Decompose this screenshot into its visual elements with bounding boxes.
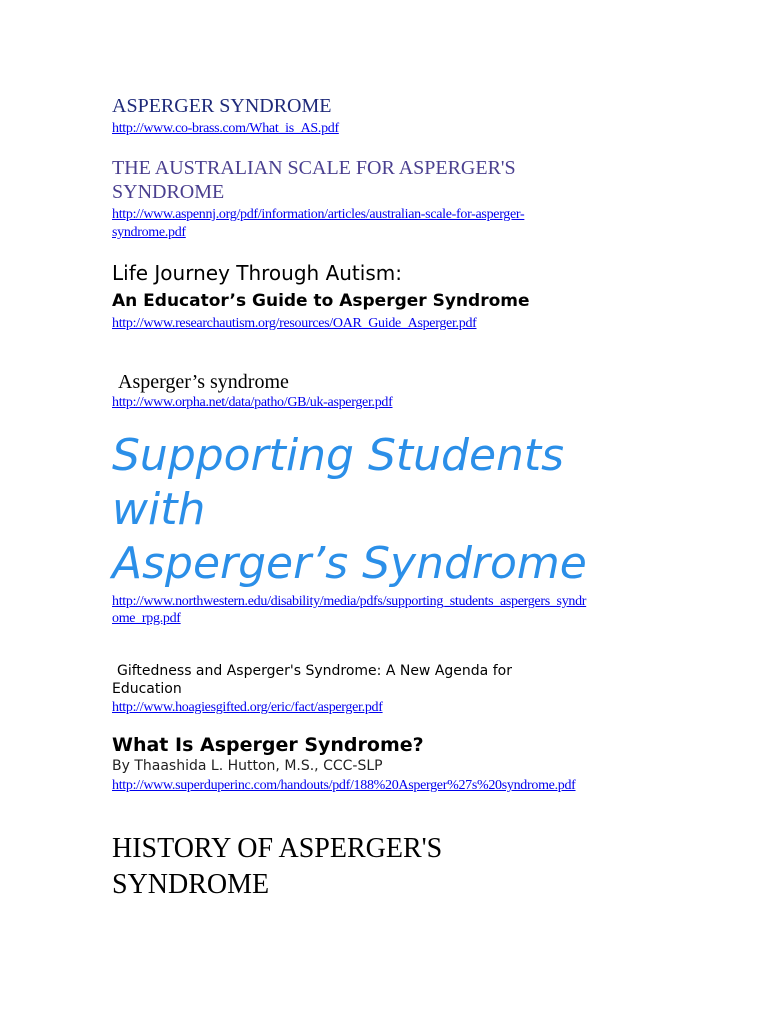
entry-link-researchautism[interactable]: http://www.researchautism.org/resources/OAR_Guide_Asperger.pdf [112,316,477,331]
entry-link-aspennj-line2[interactable]: syndrome.pdf [112,225,186,240]
entry-title-life-journey: Life Journey Through Autism: [112,261,402,285]
entry-link-northwestern-line2[interactable]: ome_rpg.pdf [112,611,181,626]
entry-title-giftedness-line2: Education [112,681,182,697]
entry-link-superduperinc[interactable]: http://www.superduperinc.com/handouts/pdf/188%20Asperger%27s%20syndrome.pdf [112,778,576,793]
entry-title-supporting-students-line3: Asperger’s Syndrome [112,538,587,589]
entry-title-australian-scale-line1: THE AUSTRALIAN SCALE FOR ASPERGER'S [112,157,516,179]
entry-title-supporting-students-line1: Supporting Students [112,430,565,481]
entry-link-aspennj-line1[interactable]: http://www.aspennj.org/pdf/information/articles/australian-scale-for-asperger- [112,207,525,222]
entry-subtitle-educators-guide: An Educator’s Guide to Asperger Syndrome [112,291,530,311]
entry-title-australian-scale-line2: SYNDROME [112,181,225,203]
entry-byline-author: By Thaashida L. Hutton, M.S., CCC-SLP [112,758,383,774]
entry-title-what-is-asperger: What Is Asperger Syndrome? [112,734,424,756]
entry-link-co-brass[interactable]: http://www.co-brass.com/What_is_AS.pdf [112,121,339,136]
history-heading-line1: HISTORY OF ASPERGER'S [112,833,443,864]
history-heading-line2: SYNDROME [112,869,270,900]
entry-title-asperger-syndrome: ASPERGER SYNDROME [112,95,332,117]
entry-title-giftedness-line1: Giftedness and Asperger's Syndrome: A New Agenda for [117,663,512,679]
entry-link-northwestern-line1[interactable]: http://www.northwestern.edu/disability/media/pdfs/supporting_students_aspergers_syndr [112,594,587,609]
entry-link-orpha[interactable]: http://www.orpha.net/data/patho/GB/uk-asperger.pdf [112,395,393,410]
entry-title-supporting-students-line2: with [112,484,206,535]
entry-link-hoagiesgifted[interactable]: http://www.hoagiesgifted.org/eric/fact/asperger.pdf [112,700,383,715]
entry-title-aspergers-syndrome: Asperger’s syndrome [118,371,289,393]
